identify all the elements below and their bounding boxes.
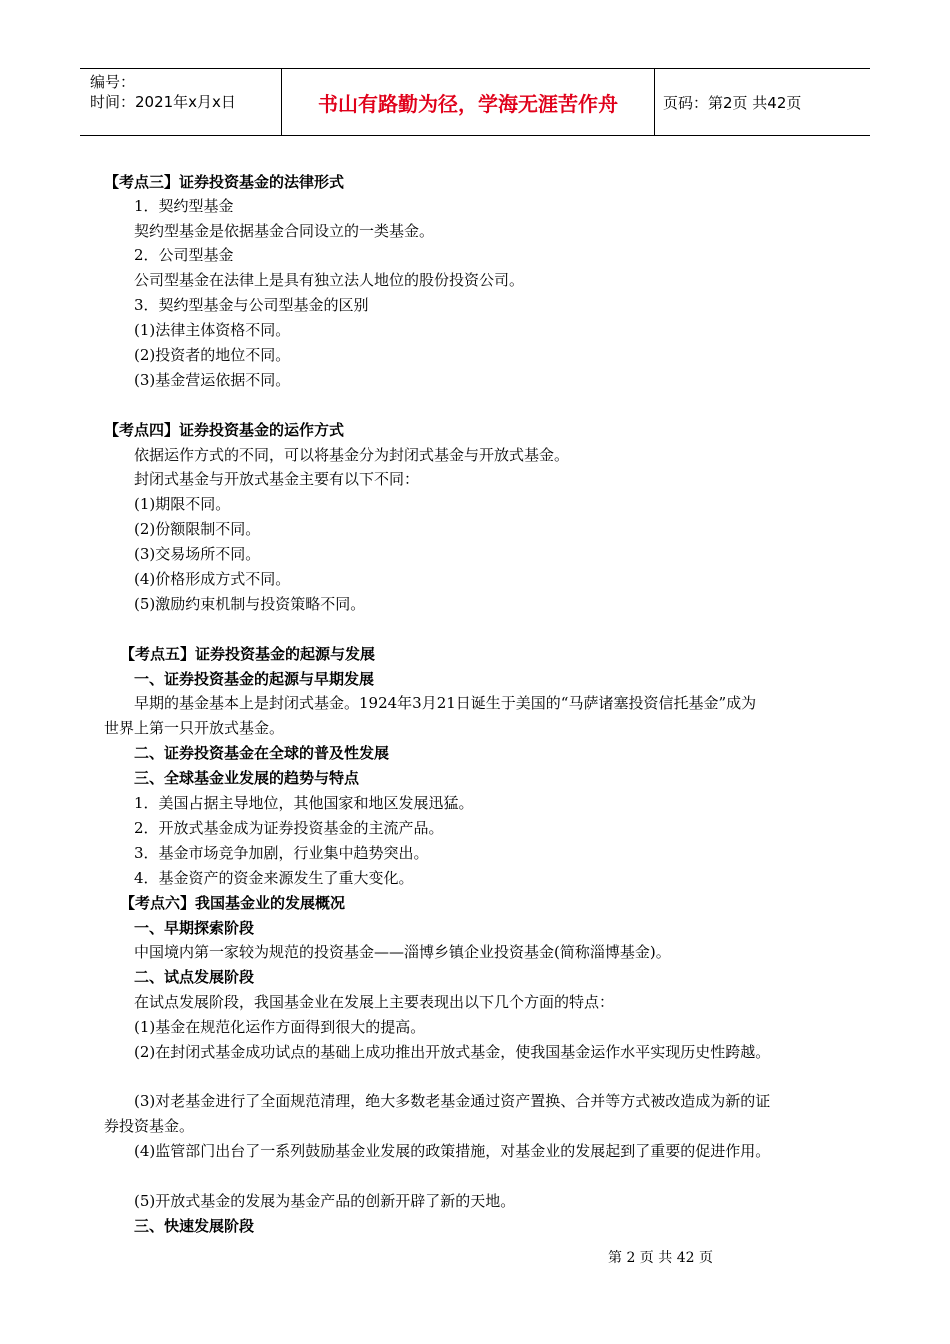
subheading: 一、早期探索阶段 (134, 919, 255, 937)
paragraph: 3．契约型基金与公司型基金的区别 (134, 296, 369, 314)
header-page-info: 页码：第2页 共42页 (663, 93, 802, 112)
subheading: 二、试点发展阶段 (134, 968, 255, 986)
header-date: 时间：2021年x月x日 (90, 93, 236, 111)
list-item: (3)基金营运依据不同。 (134, 371, 291, 389)
list-item: 1．美国占据主导地位，其他国家和地区发展迅猛。 (134, 794, 474, 812)
list-item-continuation: 券投资基金。 (104, 1117, 195, 1135)
list-item: 3．基金市场竞争加剧，行业集中趋势突出。 (134, 844, 429, 862)
paragraph-continuation: 世界上第一只开放式基金。 (104, 719, 285, 737)
list-item: (1)期限不同。 (134, 495, 231, 513)
page-header (80, 68, 870, 136)
subheading: 三、快速发展阶段 (134, 1217, 255, 1235)
paragraph: 1．契约型基金 (134, 197, 234, 215)
paragraph: 依据运作方式的不同，可以将基金分为封闭式基金与开放式基金。 (134, 446, 570, 464)
paragraph: 契约型基金是依据基金合同设立的一类基金。 (134, 222, 435, 240)
paragraph: 2．公司型基金 (134, 246, 234, 264)
section-6-title: 【考点六】我国基金业的发展概况 (120, 894, 346, 912)
subheading: 二、证券投资基金在全球的普及性发展 (134, 744, 390, 762)
paragraph: 公司型基金在法律上是具有独立法人地位的股份投资公司。 (134, 271, 525, 289)
subheading: 一、证券投资基金的起源与早期发展 (134, 670, 375, 688)
list-item: (5)激励约束机制与投资策略不同。 (134, 595, 366, 613)
header-meta (80, 69, 282, 135)
header-motto: 书山有路勤为径，学海无涯苦作舟 (282, 69, 655, 135)
section-3-title: 【考点三】证券投资基金的法律形式 (104, 173, 345, 191)
list-item: (4)价格形成方式不同。 (134, 570, 291, 588)
list-item: (3)交易场所不同。 (134, 545, 261, 563)
paragraph: 早期的基金基本上是封闭式基金。1924年3月21日诞生于美国的“马萨诸塞投资信托基金”成为 (134, 694, 757, 712)
list-item: (4)监管部门出台了一系列鼓励基金业发展的政策措施，对基金业的发展起到了重要的促进作用。 (134, 1142, 771, 1160)
section-5-title: 【考点五】证券投资基金的起源与发展 (120, 645, 376, 663)
list-item: (2)在封闭式基金成功试点的基础上成功推出开放式基金，使我国基金运作水平实现历史性跨越。 (134, 1043, 771, 1061)
list-item: (1)基金在规范化运作方面得到很大的提高。 (134, 1018, 426, 1036)
section-4-title: 【考点四】证券投资基金的运作方式 (104, 421, 345, 439)
list-item: (1)法律主体资格不同。 (134, 321, 291, 339)
page-footer: 第 2 页 共 42 页 (608, 1250, 713, 1266)
list-item: 2．开放式基金成为证券投资基金的主流产品。 (134, 819, 444, 837)
paragraph: 封闭式基金与开放式基金主要有以下不同： (134, 470, 420, 488)
list-item: 4．基金资产的资金来源发生了重大变化。 (134, 869, 414, 887)
header-number: 编号： (90, 73, 136, 91)
list-item: (5)开放式基金的发展为基金产品的创新开辟了新的天地。 (134, 1192, 516, 1210)
paragraph: 在试点发展阶段，我国基金业在发展上主要表现出以下几个方面的特点： (134, 993, 615, 1011)
paragraph: 中国境内第一家较为规范的投资基金——淄博乡镇企业投资基金(简称淄博基金)。 (134, 943, 671, 961)
list-item: (3)对老基金进行了全面规范清理，绝大多数老基金通过资产置换、合并等方式被改造成为新的证 (134, 1092, 771, 1110)
list-item: (2)份额限制不同。 (134, 520, 261, 538)
subheading: 三、全球基金业发展的趋势与特点 (134, 769, 360, 787)
list-item: (2)投资者的地位不同。 (134, 346, 291, 364)
